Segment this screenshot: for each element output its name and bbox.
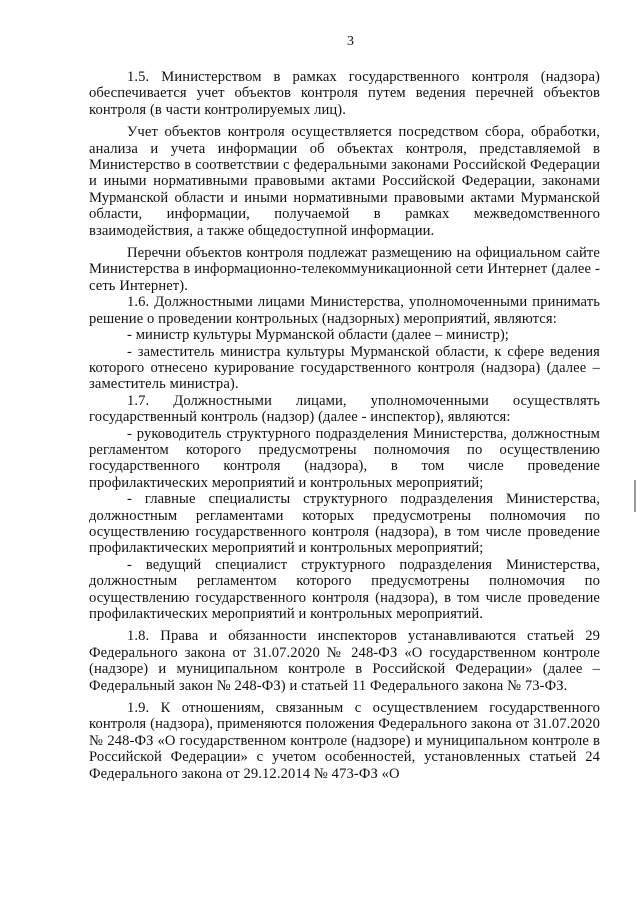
paragraph-objects-accounting: Учет объектов контроля осуществляется посредством сбора, обработки, анализа и учета информации об объектах контроля, представляемой в Министерство в соответствии с федеральными законами Российской Федерации и иными нормативными правовыми актами Российской Федерации, законами Мурманской области и иными нормативными правовыми актами Мурманской области, информации, получаемой в рамках межведомственного взаимодействия, а также общедоступной информации. bbox=[89, 124, 600, 239]
paragraph-1-6: 1.6. Должностными лицами Министерства, уполномоченными принимать решение о проведении контрольных (надзорных) мероприятий, являются: bbox=[89, 294, 600, 327]
list-item-deputy-minister: - заместитель министра культуры Мурманской области, к сфере ведения которого отнесено курирование государственного контроля (надзора) (далее – заместитель министра). bbox=[89, 343, 600, 393]
page-number: 3 bbox=[347, 34, 354, 49]
list-item-head-of-unit: - руководитель структурного подразделения Министерства, должностным регламентом которого предусмотрены полномочия по осуществлению государственного контроля (надзора), в том числе проведение профилактических мероприятий и контрольных мероприятий; bbox=[89, 425, 600, 491]
paragraph-lists-publication: Перечни объектов контроля подлежат размещению на официальном сайте Министерства в информационно-телекоммуникационной сети Интернет (далее - сеть Интернет). bbox=[89, 245, 600, 294]
paragraph-1-7: 1.7. Должностными лицами, уполномоченными осуществлять государственный контроль (надзор) (далее - инспектор), являются: bbox=[89, 392, 600, 426]
list-item-minister: - министр культуры Мурманской области (далее – министр); bbox=[127, 327, 509, 344]
paragraph-1-5: 1.5. Министерством в рамках государственного контроля (надзора) обеспечивается учет объектов контроля путем ведения перечней объектов контроля (в части контролируемых лиц). bbox=[89, 69, 600, 118]
scan-edge-mark bbox=[634, 480, 636, 512]
paragraph-1-8: 1.8. Права и обязанности инспекторов устанавливаются статьей 29 Федерального закона от 31.07.2020 № 248-ФЗ «О государственном контроле (надзоре) и муниципальном контроле в Российской Федерации» (далее – Федеральный закон № 248-ФЗ) и статьей 11 Федерального закона № 73-ФЗ. bbox=[89, 628, 600, 694]
list-item-chief-specialists: - главные специалисты структурного подразделения Министерства, должностным регламентами которых предусмотрены полномочия по осуществлению государственного контроля (надзора), в том числе проведение профилактических мероприятий и контрольных мероприятий; bbox=[89, 491, 600, 557]
paragraph-1-9: 1.9. К отношениям, связанным с осуществлением государственного контроля (надзора), применяются положения Федерального закона от 31.07.2020 № 248-ФЗ «О государственном контроле (надзоре) и муниципальном контроле в Российской Федерации» с учетом особенностей, установленных статьей 24 Федерального закона от 29.12.2014 № 473-ФЗ «О bbox=[89, 700, 600, 782]
list-item-leading-specialist: - ведущий специалист структурного подразделения Министерства, должностным регламентом которого предусмотрены полномочия по осуществлению государственного контроля (надзора), в том числе проведение профилактических мероприятий и контрольных мероприятий. bbox=[89, 556, 600, 622]
